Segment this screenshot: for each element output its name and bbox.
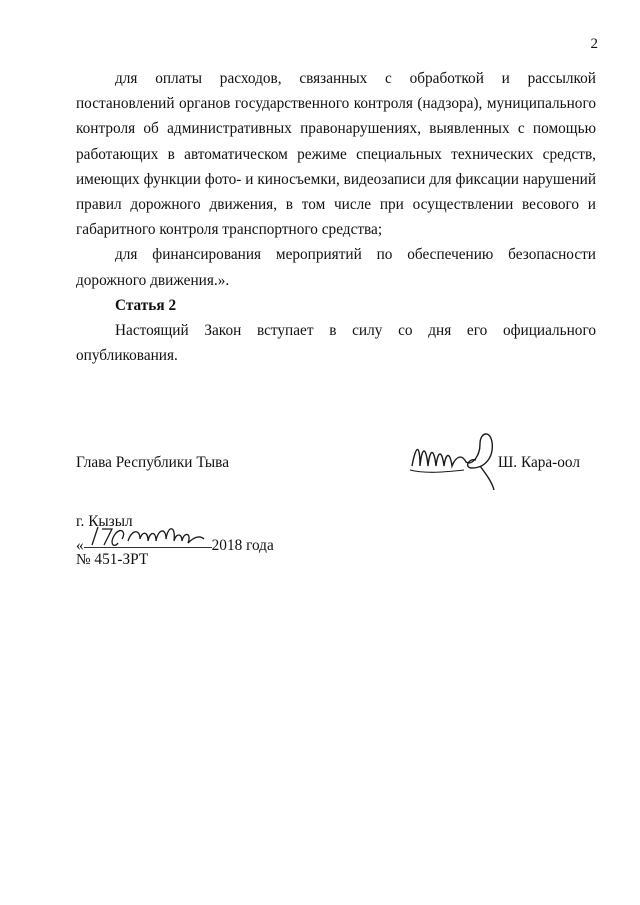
article-heading: Статья 2 [115,296,177,314]
law-number-line [76,550,274,569]
signatory-name: Ш. Кара-оол [497,454,580,471]
date-open-quote: « [76,537,84,554]
page-number: 2 [590,36,598,52]
paragraph-fees: для оплаты расходов, связанных с обработкой и рассылкой постановлений органов государственного контроля (надзора), муниципального контроля об административных правонарушениях, выявленных с помощью работающих в автоматическом режиме специальных технических средств, имеющих функции фото- и киносъемки, видеозаписи для фиксации нарушений правил дорожного движения, в том числе при осуществлении весового и габаритного контроля транспортного средства; [76,70,596,239]
document-body [76,66,596,368]
paragraph-road-safety: для финансирования мероприятий по обеспечению безопасности дорожного движения.». [76,246,596,289]
signatory-position: Глава Республики Тыва [76,454,229,471]
handwritten-date [84,531,212,550]
law-number: № 451-ЗРТ [76,551,149,568]
document-footer [76,512,274,569]
article-text: Настоящий Закон вступает в силу со дня его официального опубликования. [76,322,596,365]
city: г. Кызыл [76,513,133,530]
date-line [76,531,274,554]
date-year: 2018 года [211,537,274,554]
